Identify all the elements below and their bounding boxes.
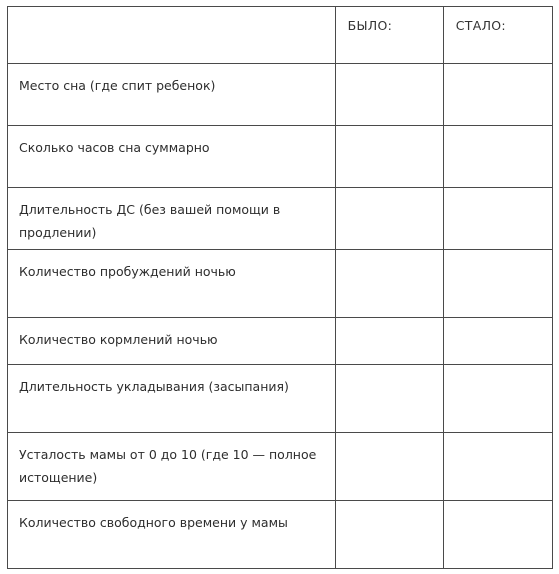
before-value-cell[interactable] <box>335 250 443 318</box>
after-value-cell[interactable] <box>443 318 552 365</box>
header-label-cell <box>8 7 336 64</box>
table-row <box>8 64 553 126</box>
table-row <box>8 126 553 188</box>
before-value-cell[interactable] <box>335 365 443 433</box>
before-value-cell[interactable] <box>335 501 443 569</box>
row-label-cell <box>8 126 336 188</box>
after-value-cell[interactable] <box>443 188 552 250</box>
header-after-text: СТАЛО: <box>455 18 506 33</box>
after-value-cell[interactable] <box>443 501 552 569</box>
before-value-cell[interactable] <box>335 126 443 188</box>
row-label-cell <box>8 318 336 365</box>
before-value-cell[interactable] <box>335 318 443 365</box>
row-label: Количество кормлений ночью <box>19 332 218 347</box>
before-value-cell[interactable] <box>335 188 443 250</box>
before-value-cell[interactable] <box>335 433 443 501</box>
row-label: Усталость мамы от 0 до 10 (где 10 — полное истощение) <box>19 447 317 485</box>
after-value-cell[interactable] <box>443 64 552 126</box>
row-label: Количество пробуждений ночью <box>19 264 236 279</box>
table-row <box>8 318 553 365</box>
header-before-text: БЫЛО: <box>347 18 393 33</box>
after-value-cell[interactable] <box>443 433 552 501</box>
header-after-cell <box>443 7 552 64</box>
table-row <box>8 250 553 318</box>
table-row <box>8 365 553 433</box>
row-label-cell <box>8 501 336 569</box>
after-value-cell[interactable] <box>443 126 552 188</box>
header-row <box>8 7 553 64</box>
row-label: Длительность ДС (без вашей помощи в продлении) <box>19 202 281 240</box>
row-label-cell <box>8 188 336 250</box>
row-label-cell <box>8 365 336 433</box>
row-label: Длительность укладывания (засыпания) <box>19 379 289 394</box>
row-label: Сколько часов сна суммарно <box>19 140 210 155</box>
table-row <box>8 501 553 569</box>
before-after-table <box>7 6 553 569</box>
header-before-cell <box>335 7 443 64</box>
table-row <box>8 188 553 250</box>
row-label-cell <box>8 433 336 501</box>
row-label-cell <box>8 64 336 126</box>
table-row <box>8 433 553 501</box>
after-value-cell[interactable] <box>443 250 552 318</box>
row-label-cell <box>8 250 336 318</box>
sleep-tracker-sheet <box>7 6 553 569</box>
after-value-cell[interactable] <box>443 365 552 433</box>
row-label: Количество свободного времени у мамы <box>19 515 288 530</box>
row-label: Место сна (где спит ребенок) <box>19 78 216 93</box>
before-value-cell[interactable] <box>335 64 443 126</box>
